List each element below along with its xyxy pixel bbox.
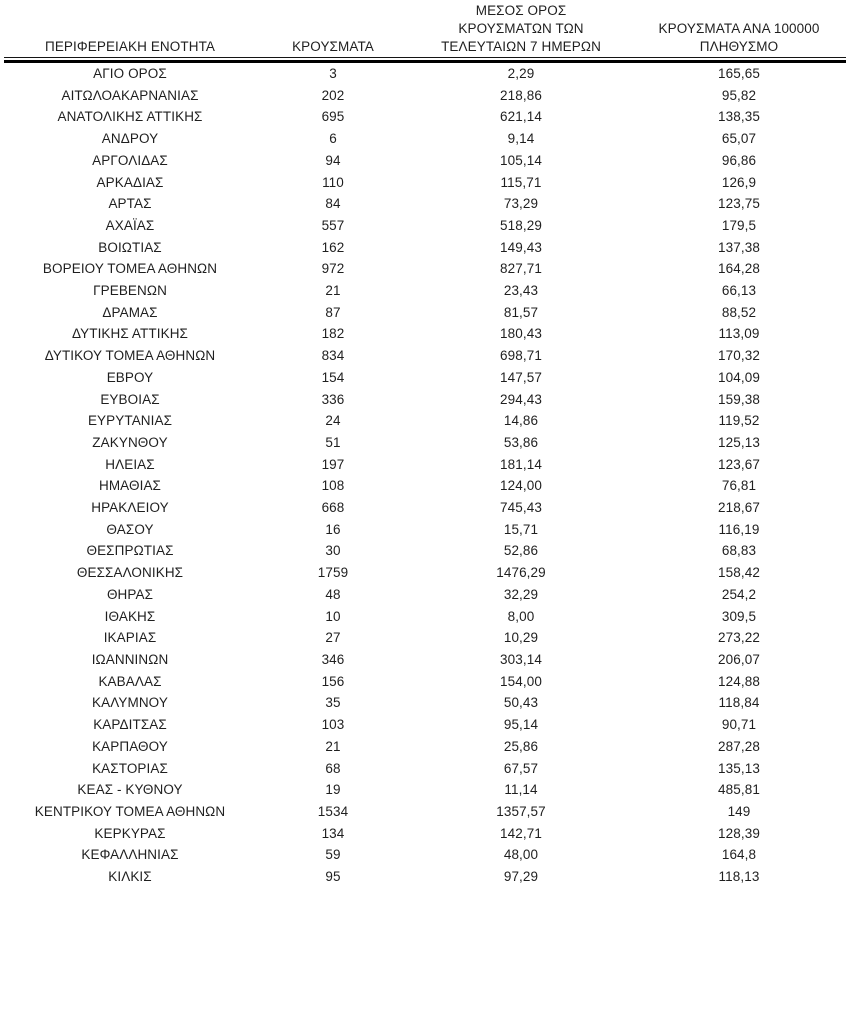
cell-region: ΚΕΝΤΡΙΚΟΥ ΤΟΜΕΑ ΑΘΗΝΩΝ: [34, 803, 226, 819]
cell-region: ΒΟΙΩΤΙΑΣ: [98, 239, 162, 255]
col-header-per100k: [632, 0, 846, 58]
cell-per100k: 287,28: [718, 738, 760, 754]
cell-region: ΕΥΒΟΙΑΣ: [100, 391, 160, 407]
cell-cases: 972: [321, 261, 345, 277]
cell-cases: 24: [325, 413, 341, 429]
cell-cases: 6: [329, 131, 337, 147]
cell-avg7: 8,00: [507, 608, 535, 624]
table-row: [4, 106, 846, 128]
cell-region: ΚΑΒΑΛΑΣ: [98, 673, 162, 689]
cell-cases: 21: [325, 283, 341, 299]
cell-region: ΚΑΡΔΙΤΣΑΣ: [93, 717, 167, 733]
col-header-avg7-line1: ΜΕΣΟΣ ΟΡΟΣ: [475, 3, 567, 18]
col-header-per100k-line1: ΚΡΟΥΣΜΑΤΑ ΑΝΑ 100000: [658, 21, 820, 36]
cell-per100k: 485,81: [718, 782, 760, 798]
cell-region: ΑΝΔΡΟΥ: [101, 131, 159, 147]
table-row: [4, 475, 846, 497]
col-header-avg7-line2: ΚΡΟΥΣΜΑΤΩΝ ΤΩΝ: [458, 21, 584, 36]
cell-avg7: 50,43: [503, 695, 539, 711]
cell-region: ΗΛΕΙΑΣ: [105, 456, 155, 472]
cell-avg7: 53,86: [503, 434, 539, 450]
table-row: [4, 280, 846, 302]
cell-region: ΚΕΦΑΛΛΗΝΙΑΣ: [81, 847, 179, 863]
cell-per100k: 179,5: [721, 217, 757, 233]
cell-region: ΑΓΙΟ ΟΡΟΣ: [93, 66, 167, 81]
table-row: [4, 237, 846, 259]
cell-avg7: 147,57: [500, 369, 542, 385]
cell-per100k: 137,38: [718, 239, 760, 255]
cell-per100k: 165,65: [718, 66, 760, 81]
cell-per100k: 125,13: [718, 434, 760, 450]
cell-per100k: 68,83: [721, 543, 757, 559]
cell-cases: 94: [325, 152, 341, 168]
cell-avg7: 518,29: [500, 217, 542, 233]
cell-avg7: 1357,57: [496, 803, 546, 819]
col-header-cases: [256, 0, 410, 58]
cell-region: ΓΡΕΒΕΝΩΝ: [93, 283, 167, 299]
cell-per100k: 76,81: [721, 478, 757, 494]
cell-avg7: 1476,29: [496, 565, 546, 581]
cell-region: ΘΕΣΣΑΛΟΝΙΚΗΣ: [76, 565, 184, 581]
cell-avg7: 105,14: [500, 152, 542, 168]
cell-per100k: 96,86: [721, 152, 757, 168]
table-row: [4, 844, 846, 866]
cell-cases: 84: [325, 196, 341, 212]
table-row: [4, 779, 846, 801]
table-row: [4, 345, 846, 367]
cell-region: ΑΧΑΪΑΣ: [105, 217, 155, 233]
cell-per100k: 159,38: [718, 391, 760, 407]
cell-region: ΘΕΣΠΡΩΤΙΑΣ: [86, 543, 174, 559]
cell-per100k: 95,82: [721, 87, 757, 103]
cell-avg7: 95,14: [503, 717, 539, 733]
cell-region: ΚΕΑΣ - ΚΥΘΝΟΥ: [77, 782, 183, 798]
cell-region: ΑΡΓΟΛΙΔΑΣ: [92, 152, 168, 168]
cell-per100k: 119,52: [718, 413, 760, 429]
table-row: [4, 302, 846, 324]
col-header-avg7: [410, 0, 632, 58]
table-row: [4, 150, 846, 172]
table-row: [4, 671, 846, 693]
cell-per100k: 170,32: [718, 348, 760, 364]
table-row: [4, 323, 846, 345]
cell-region: ΙΘΑΚΗΣ: [104, 608, 156, 624]
cell-avg7: 745,43: [500, 500, 542, 516]
cell-avg7: 115,71: [500, 174, 542, 190]
cell-per100k: 116,19: [718, 521, 760, 537]
cell-per100k: 254,2: [721, 586, 757, 602]
table-row: [4, 562, 846, 584]
cell-region: ΖΑΚΥΝΘΟΥ: [92, 434, 168, 450]
cell-region: ΚΑΡΠΑΘΟΥ: [92, 738, 168, 754]
cell-cases: 27: [325, 630, 341, 646]
cell-avg7: 97,29: [503, 869, 539, 885]
cell-region: ΕΥΡΥΤΑΝΙΑΣ: [87, 413, 173, 429]
cell-avg7: 23,43: [503, 283, 539, 299]
cell-cases: 182: [321, 326, 345, 342]
cell-region: ΔΡΑΜΑΣ: [102, 304, 158, 320]
col-header-region: [4, 0, 256, 58]
cell-region: ΔΥΤΙΚΗΣ ΑΤΤΙΚΗΣ: [72, 326, 188, 342]
cell-region: ΑΝΑΤΟΛΙΚΗΣ ΑΤΤΙΚΗΣ: [57, 109, 203, 125]
cell-region: ΙΚΑΡΙΑΣ: [103, 630, 157, 646]
cell-region: ΗΡΑΚΛΕΙΟΥ: [91, 500, 169, 516]
table-row: [4, 714, 846, 736]
cell-per100k: 164,28: [718, 261, 760, 277]
cell-avg7: 218,86: [500, 87, 542, 103]
cell-cases: 346: [321, 651, 345, 667]
cell-cases: 668: [321, 500, 345, 516]
table-row: [4, 649, 846, 671]
cell-region: ΚΑΣΤΟΡΙΑΣ: [92, 760, 168, 776]
col-header-region-label: ΠΕΡΙΦΕΡΕΙΑΚΗ ΕΝΟΤΗΤΑ: [44, 39, 216, 54]
cell-per100k: 66,13: [721, 283, 757, 299]
cell-region: ΑΙΤΩΛΟΑΚΑΡΝΑΝΙΑΣ: [61, 87, 199, 103]
cell-per100k: 164,8: [721, 847, 757, 863]
col-header-per100k-line2: ΠΛΗΘΥΣΜΟ: [699, 39, 779, 54]
table-row: [4, 736, 846, 758]
cell-avg7: 149,43: [500, 239, 542, 255]
cell-per100k: 123,75: [718, 196, 760, 212]
cell-cases: 16: [325, 521, 341, 537]
cell-avg7: 52,86: [503, 543, 539, 559]
cell-cases: 87: [325, 304, 341, 320]
cell-region: ΗΜΑΘΙΑΣ: [98, 478, 162, 494]
cell-cases: 557: [321, 217, 345, 233]
cell-cases: 10: [325, 608, 341, 624]
cell-per100k: 158,42: [718, 565, 760, 581]
cell-cases: 162: [321, 239, 345, 255]
cell-cases: 35: [325, 695, 341, 711]
cell-region: ΕΒΡΟΥ: [106, 369, 154, 385]
cell-cases: 30: [325, 543, 341, 559]
cell-cases: 19: [325, 782, 341, 798]
table-row: [4, 758, 846, 780]
header-row: [4, 0, 846, 58]
cell-per100k: 128,39: [718, 825, 760, 841]
cell-per100k: 90,71: [721, 717, 757, 733]
cell-region: ΑΡΤΑΣ: [108, 196, 152, 212]
table-row: [4, 497, 846, 519]
cell-avg7: 2,29: [507, 66, 535, 81]
cell-cases: 59: [325, 847, 341, 863]
cell-avg7: 11,14: [504, 782, 538, 798]
cell-per100k: 138,35: [718, 109, 760, 125]
table-row: [4, 432, 846, 454]
cell-cases: 202: [321, 87, 345, 103]
cell-cases: 21: [325, 738, 341, 754]
cell-per100k: 88,52: [721, 304, 757, 320]
cell-per100k: 123,67: [718, 456, 760, 472]
table-row: [4, 193, 846, 215]
table-row: [4, 367, 846, 389]
cell-per100k: 124,88: [718, 673, 760, 689]
cell-per100k: 65,07: [721, 131, 757, 147]
cell-avg7: 142,71: [500, 825, 542, 841]
table-row: [4, 454, 846, 476]
cell-region: ΚΕΡΚΥΡΑΣ: [94, 825, 166, 841]
table-row: [4, 410, 846, 432]
table-row: [4, 801, 846, 823]
cell-region: ΚΙΛΚΙΣ: [108, 869, 152, 885]
cell-avg7: 15,71: [503, 521, 539, 537]
cell-avg7: 181,14: [500, 456, 542, 472]
cell-region: ΙΩΑΝΝΙΝΩΝ: [91, 651, 169, 667]
cell-per100k: 149: [727, 803, 751, 819]
cell-per100k: 104,09: [718, 369, 760, 385]
cell-per100k: 113,09: [718, 326, 760, 342]
cell-avg7: 48,00: [503, 847, 539, 863]
cell-avg7: 32,29: [503, 586, 539, 602]
cell-cases: 68: [325, 760, 341, 776]
cell-cases: 1534: [317, 803, 349, 819]
col-header-avg7-line3: ΤΕΛΕΥΤΑΙΩΝ 7 ΗΜΕΡΩΝ: [441, 39, 601, 54]
cell-avg7: 303,14: [500, 651, 542, 667]
cell-avg7: 180,43: [500, 326, 542, 342]
cell-cases: 156: [321, 673, 345, 689]
cell-avg7: 621,14: [500, 109, 542, 125]
cell-region: ΑΡΚΑΔΙΑΣ: [96, 174, 164, 190]
cell-avg7: 10,29: [503, 630, 539, 646]
table-row: [4, 540, 846, 562]
cell-cases: 110: [322, 174, 344, 190]
table-row: [4, 389, 846, 411]
cell-per100k: 218,67: [718, 500, 760, 516]
cell-per100k: 118,13: [718, 869, 760, 885]
table-row: [4, 85, 846, 107]
table-row: [4, 606, 846, 628]
cell-cases: 197: [321, 456, 345, 472]
table-row: [4, 692, 846, 714]
cell-per100k: 118,84: [718, 695, 760, 711]
cell-cases: 108: [321, 478, 345, 494]
cell-avg7: 81,57: [503, 304, 539, 320]
table-row: [4, 584, 846, 606]
cell-cases: 95: [325, 869, 341, 885]
cell-avg7: 827,71: [500, 261, 542, 277]
cell-avg7: 67,57: [503, 760, 539, 776]
table-row: [4, 62, 846, 85]
cell-cases: 336: [321, 391, 345, 407]
cell-cases: 154: [321, 369, 345, 385]
cell-cases: 134: [321, 825, 345, 841]
cell-avg7: 124,00: [500, 478, 542, 494]
cell-avg7: 698,71: [500, 348, 542, 364]
cell-cases: 3: [329, 66, 337, 81]
col-header-cases-label: ΚΡΟΥΣΜΑΤΑ: [292, 39, 374, 54]
table-row: [4, 258, 846, 280]
table-row: [4, 215, 846, 237]
cell-cases: 1759: [317, 565, 349, 581]
cell-avg7: 294,43: [500, 391, 542, 407]
cell-region: ΒΟΡΕΙΟΥ ΤΟΜΕΑ ΑΘΗΝΩΝ: [42, 261, 218, 277]
table-row: [4, 128, 846, 150]
cell-avg7: 73,29: [503, 196, 539, 212]
cell-per100k: 135,13: [718, 760, 760, 776]
cell-cases: 834: [321, 348, 345, 364]
cell-region: ΘΑΣΟΥ: [106, 521, 154, 537]
cell-cases: 51: [325, 434, 341, 450]
cell-avg7: 14,86: [503, 413, 539, 429]
cell-per100k: 273,22: [718, 630, 760, 646]
cell-region: ΔΥΤΙΚΟΥ ΤΟΜΕΑ ΑΘΗΝΩΝ: [44, 348, 216, 364]
cell-cases: 103: [321, 717, 345, 733]
cell-region: ΘΗΡΑΣ: [106, 586, 154, 602]
cell-per100k: 126,9: [721, 174, 757, 190]
cell-per100k: 309,5: [721, 608, 757, 624]
cell-cases: 695: [321, 109, 345, 125]
table-row: [4, 866, 846, 888]
cell-avg7: 9,14: [507, 131, 535, 147]
table-row: [4, 519, 846, 541]
table-row: [4, 172, 846, 194]
cell-region: ΚΑΛΥΜΝΟΥ: [92, 695, 168, 711]
table-body: [4, 62, 846, 888]
cell-avg7: 25,86: [503, 738, 539, 754]
table-row: [4, 823, 846, 845]
cell-per100k: 206,07: [718, 651, 760, 667]
cell-avg7: 154,00: [500, 673, 542, 689]
cell-cases: 48: [325, 586, 341, 602]
table-row: [4, 627, 846, 649]
regional-cases-table: [4, 0, 846, 888]
